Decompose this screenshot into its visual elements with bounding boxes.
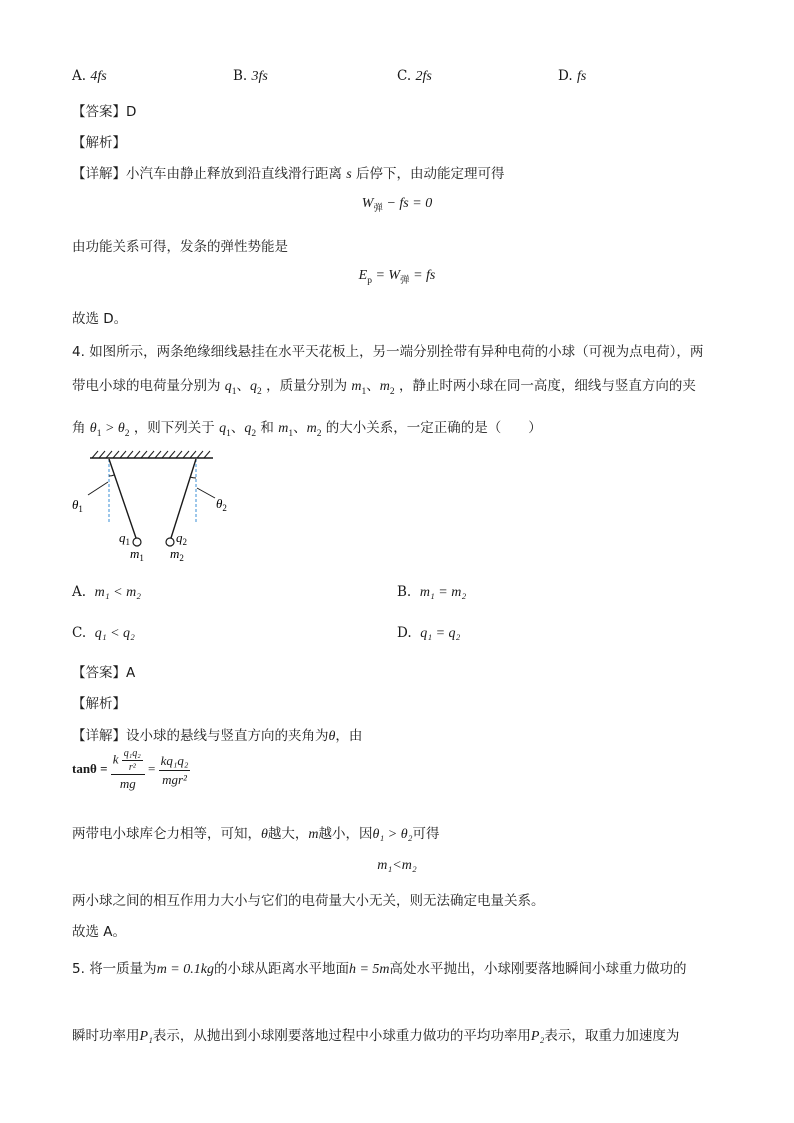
- theta1-label: $\theta_1$: [72, 497, 83, 514]
- thread-left: [109, 459, 136, 538]
- q4-tan-formula: tanθ = k $\frac{\text{q₁q₂}}{\text{r²}}$ mg = $\frac{\text{kq₁q₂}}{\text{mgr²}}$: [72, 748, 189, 791]
- q4-option-d: D. q₁ = q₂: [397, 625, 461, 641]
- q4-pendulum-diagram: [70, 450, 230, 572]
- q3-option-b: B. 3fs: [233, 68, 268, 84]
- theta1-leader: [88, 482, 108, 495]
- q4-option-a: A. m₁ < m₂: [72, 584, 142, 600]
- q3-conclusion: 故选 D。: [72, 311, 128, 327]
- q3-equation-2: $E_p = W_弹$ = fs: [358, 268, 436, 286]
- q4-coulomb-line: 两带电小球库仑力相等，可知，θ越大，m越小，因θ₁ > θ₂可得: [72, 826, 440, 842]
- q4-stem-line-2: 带电小球的电荷量分别为 $q_1$、$q_2$ ，质量分别为 $m_1$、$m_2$ ，静止时两小球在同一高度，细线与竖直方向的夹: [72, 378, 696, 397]
- angle-arc-right: [190, 477, 196, 478]
- q4-conclusion: 故选 A。: [72, 924, 127, 940]
- q4-force-line: 两小球之间的相互作用力大小与它们的电荷量大小无关，则无法确定电量关系。: [72, 893, 545, 909]
- q4-option-c: C. q₁ < q₂: [72, 625, 135, 641]
- q3-equation-1: $W_弹$ − fs = 0: [361, 196, 433, 214]
- q4-answer: 【答案】A: [72, 665, 136, 681]
- q4-stem-line-1: 4. 如图所示，两条绝缘细线悬挂在水平天花板上，另一端分别拴带有异种电荷的小球（可视为点电荷），两: [72, 344, 704, 360]
- q3-option-c-value: 2fs: [415, 69, 432, 84]
- q3-option-c: C. 2fs: [397, 68, 432, 84]
- m2-label: $m_2$: [170, 546, 184, 563]
- q3-answer: 【答案】D: [72, 104, 137, 120]
- q3-option-d: D. fs: [558, 68, 587, 84]
- q4-result: m₁<m₂: [377, 858, 417, 873]
- q3-option-d-value: fs: [576, 69, 587, 84]
- angle-arc-left: [109, 475, 114, 476]
- q1-label: $q_1$: [119, 530, 130, 547]
- q2-label: $q_2$: [176, 530, 187, 547]
- q3-option-a-value: 4fs: [90, 69, 107, 84]
- q5-stem-line-1: 5. 将一质量为m = 0.1kg的小球从距离水平地面h = 5m高处水平抛出，小球刚要落地瞬间小球重力做功的: [72, 961, 687, 977]
- q4-analysis-label: 【解析】: [72, 696, 126, 712]
- q4-stem-line-3: 角 $\theta_1 > \theta_2$ ，则下列关于 $q_1$、$q_2$ 和 $m_1$、$m_2$ 的大小关系，一定正确的是（ ）: [72, 420, 542, 439]
- ball-right: [166, 538, 174, 546]
- m1-label: $m_1$: [130, 546, 144, 563]
- q4-option-b: B. m₁ = m₂: [397, 584, 467, 600]
- theta2-label: $\theta_2$: [216, 496, 227, 513]
- thread-right: [171, 459, 196, 538]
- q3-option-b-value: 3fs: [251, 69, 268, 84]
- theta2-leader: [197, 488, 215, 498]
- q4-detail: 【详解】设小球的悬线与竖直方向的夹角为θ，由: [72, 728, 363, 744]
- ball-left: [133, 538, 141, 546]
- q3-option-a: A. 4fs: [72, 68, 107, 84]
- q5-stem-line-2: 瞬时功率用P₁表示，从抛出到小球刚要落地过程中小球重力做功的平均功率用P₂表示，取重力加速度为: [72, 1028, 680, 1044]
- q3-energy-line: 由功能关系可得，发条的弹性势能是: [72, 239, 288, 255]
- q3-detail: 【详解】小汽车由静止释放到沿直线滑行距离 s 后停下，由动能定理可得: [72, 166, 505, 182]
- ceiling-hatch: [92, 451, 210, 458]
- q3-analysis-label: 【解析】: [72, 135, 126, 151]
